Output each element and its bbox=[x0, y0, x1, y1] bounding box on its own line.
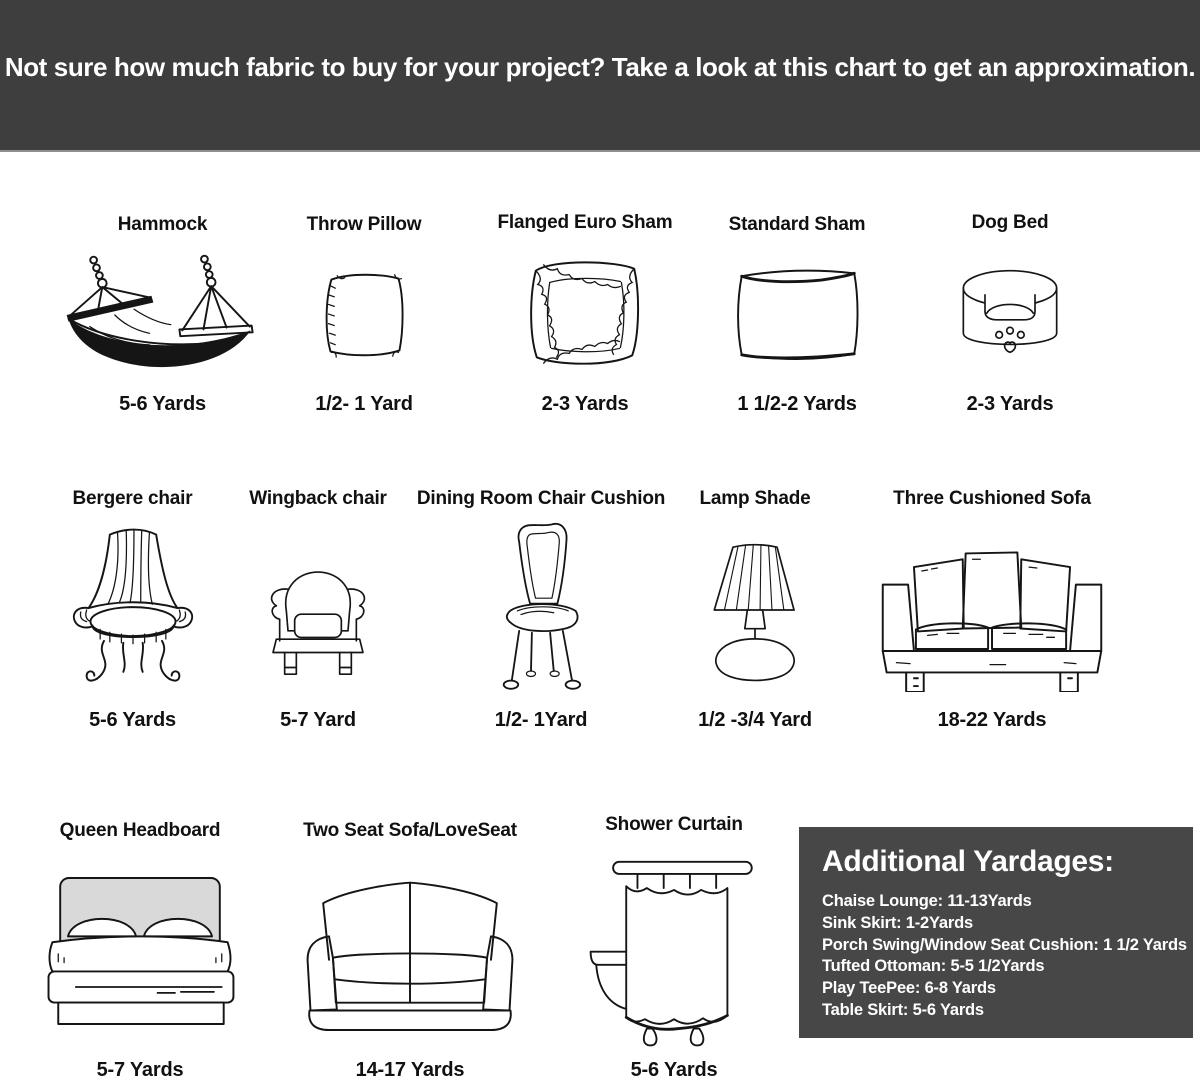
item-label: Bergere chair bbox=[72, 488, 193, 509]
item-lamp-shade bbox=[650, 488, 860, 732]
item-yardage: 5-7 Yards bbox=[96, 1059, 184, 1081]
item-throw-pillow bbox=[268, 214, 460, 416]
item-label: Standard Sham bbox=[728, 214, 866, 235]
item-wingback-chair bbox=[214, 488, 422, 732]
additional-yardage-entry: Chaise Lounge: 11-13Yards bbox=[822, 892, 1032, 910]
banner-text: Not sure how much fabric to buy for your project? Take a look at this chart to get an approximation. bbox=[4, 52, 1196, 82]
additional-yardages-title: Additional Yardages: bbox=[822, 845, 1114, 878]
item-label: Dining Room Chair Cushion bbox=[416, 488, 666, 509]
dog-bed-illustration bbox=[955, 234, 1065, 393]
item-label: Hammock bbox=[117, 214, 208, 235]
item-standard-sham bbox=[690, 214, 904, 416]
throw-pillow-illustration bbox=[318, 236, 410, 393]
item-label: Two Seat Sofa/LoveSeat bbox=[303, 820, 517, 841]
hammock-illustration bbox=[57, 236, 269, 393]
item-label: Three Cushioned Sofa bbox=[893, 488, 1091, 509]
item-dining-room-chair-cushion bbox=[418, 488, 664, 732]
additional-yardage-entry: Table Skirt: 5-6 Yards bbox=[822, 1000, 984, 1019]
item-yardage: 5-6 Yards bbox=[119, 393, 206, 415]
item-label: Dog Bed bbox=[971, 212, 1049, 233]
item-yardage: 5-6 Yards bbox=[630, 1059, 718, 1081]
loveseat-illustration bbox=[290, 842, 530, 1059]
wingback-chair-illustration bbox=[258, 510, 378, 709]
item-yardage: 1/2- 1 Yard bbox=[315, 393, 413, 415]
three-cushion-sofa-illustration bbox=[873, 510, 1111, 709]
item-yardage: 14-17 Yards bbox=[355, 1059, 465, 1081]
dining-chair-illustration bbox=[490, 510, 592, 709]
standard-sham-illustration bbox=[732, 236, 862, 393]
item-dog-bed bbox=[904, 212, 1116, 416]
item-yardage: 2-3 Yards bbox=[966, 393, 1054, 415]
item-yardage: 5-6 Yards bbox=[89, 709, 176, 731]
item-flanged-euro-sham bbox=[478, 212, 692, 416]
item-bergere-chair bbox=[30, 488, 235, 732]
item-queen-headboard bbox=[24, 820, 256, 1082]
item-label: Throw Pillow bbox=[306, 214, 422, 235]
banner bbox=[0, 0, 1200, 152]
additional-yardage-entry: Tufted Ottoman: 5-5 1/2Yards bbox=[822, 957, 1045, 976]
item-three-cushioned-sofa bbox=[862, 488, 1122, 732]
item-yardage: 5-7 Yard bbox=[280, 709, 356, 731]
flanged-euro-sham-illustration bbox=[524, 234, 646, 393]
item-label: Shower Curtain bbox=[605, 814, 743, 835]
additional-yardages-panel bbox=[799, 827, 1193, 1038]
item-yardage: 1/2 -3/4 Yard bbox=[698, 709, 812, 731]
shower-curtain-illustration bbox=[585, 836, 763, 1059]
item-label: Wingback chair bbox=[249, 488, 387, 509]
item-label: Queen Headboard bbox=[59, 820, 221, 841]
item-hammock bbox=[40, 214, 285, 416]
item-yardage: 1 1/2-2 Yards bbox=[737, 393, 857, 415]
additional-yardage-entry: Play TeePee: 6-8 Yards bbox=[822, 979, 996, 998]
item-shower-curtain bbox=[574, 814, 774, 1082]
item-yardage: 2-3 Yards bbox=[541, 393, 629, 415]
item-yardage: 1/2- 1Yard bbox=[494, 709, 588, 731]
item-label: Lamp Shade bbox=[699, 488, 811, 509]
additional-yardage-entry: Sink Skirt: 1-2Yards bbox=[822, 913, 973, 932]
queen-headboard-illustration bbox=[31, 842, 249, 1059]
lamp-shade-illustration bbox=[699, 510, 811, 709]
additional-yardage-entry: Porch Swing/Window Seat Cushion: 1 1/2 Yards bbox=[822, 935, 1187, 954]
additional-yardages-list bbox=[822, 891, 1187, 1022]
bergere-chair-illustration bbox=[69, 510, 197, 709]
item-yardage: 18-22 Yards bbox=[937, 709, 1047, 731]
item-label: Flanged Euro Sham bbox=[497, 212, 673, 233]
item-two-seat-sofa-loveseat bbox=[282, 820, 538, 1082]
